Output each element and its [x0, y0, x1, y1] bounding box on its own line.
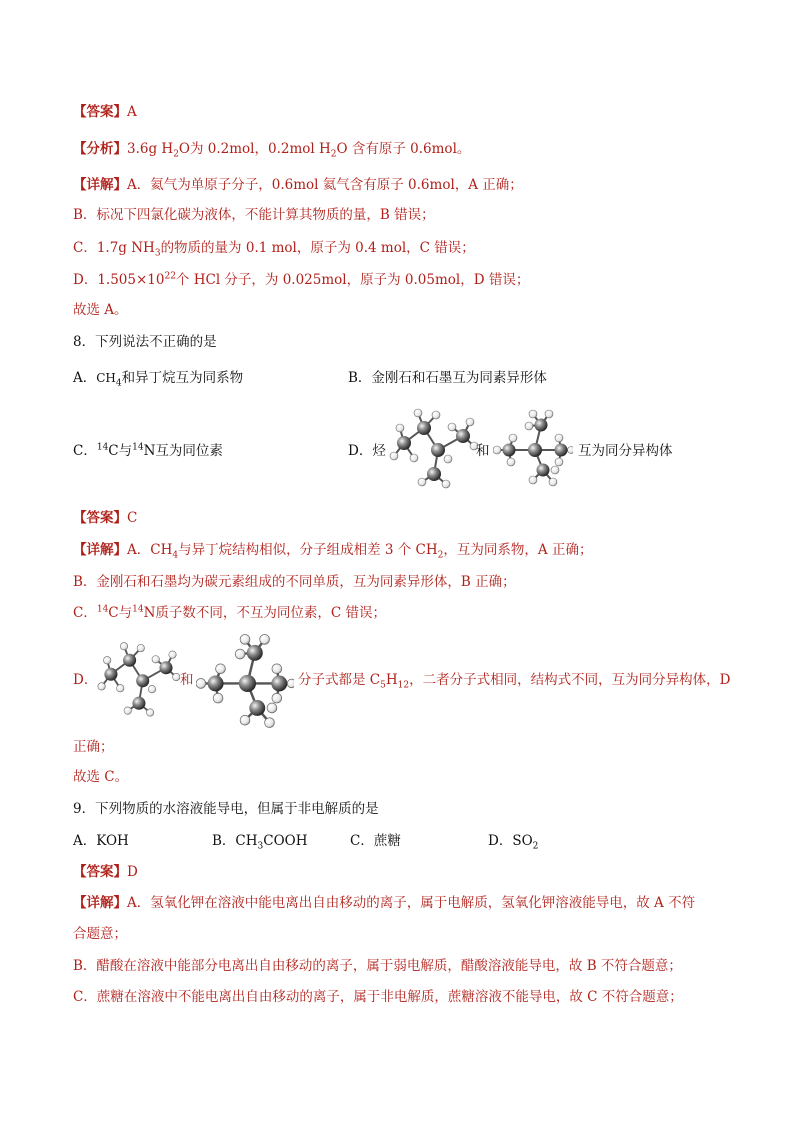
q9-option-c: C．蔗糖 — [350, 833, 401, 849]
molecule-pentane-detail — [96, 636, 180, 720]
q9-detail-a-cont: 合题意； — [73, 926, 127, 942]
q7-conclusion: 故选 A。 — [73, 302, 128, 318]
q8-option-b: B．金刚石和石墨互为同素异形体 — [348, 370, 547, 386]
q8-detail-b: B．金刚石和石墨均为碳元素组成的不同单质，互为同素异形体，B 正确； — [73, 574, 516, 590]
q7-answer-line: 【答案】A — [73, 104, 137, 120]
q8-option-d-suffix: 互为同分异构体 — [578, 443, 673, 459]
q8-detail-d-text: 分子式都是 $C_5H_{12}$，二者分子式相同，结构式不同，互为同分异构体，D — [298, 672, 731, 691]
q7-detail-d: D．$1.505\times 10^{22}$个 HCl 分子，为 0.025mol，原子为 0.05mol，D 错误； — [73, 271, 530, 288]
molecule-neopentane-detail — [196, 632, 294, 730]
q9-answer-line: 【答案】D — [73, 864, 138, 880]
molecule-neopentane-option-d — [493, 408, 573, 488]
q9-option-a: A．KOH — [73, 833, 129, 849]
q8-option-a: A．$CH_4$和异丁烷互为同系物 — [73, 370, 244, 389]
q8-detail-a: 【详解】A．$CH_4$与异丁烷结构相似，分子组成相差 3 个 $CH_2$，互为同系物，A 正确； — [73, 542, 593, 561]
q8-option-c: C．$^{14}$C与$^{14}$N互为同位素 — [73, 442, 223, 459]
q8-answer-line: 【答案】C — [73, 510, 138, 526]
q8-conclusion: 故选 C。 — [73, 769, 129, 785]
q7-detail-a: 【详解】A．氦气为单原子分子，0.6mol 氦气含有原子 0.6mol，A 正确； — [73, 177, 523, 193]
q9-detail-b: B．醋酸在溶液中能部分电离出自由移动的离子，属于弱电解质，醋酸溶液能导电，故 B 不符合题意； — [73, 958, 682, 974]
q8-detail-d-and: 和 — [180, 672, 194, 688]
q7-detail-c: C．1.7g $NH_3$的物质的量为 0.1 mol，原子为 0.4 mol，C 错误； — [73, 240, 475, 259]
q8-detail-c: C．$^{14}$C与$^{14}$N质子数不同，不互为同位素，C 错误； — [73, 604, 387, 621]
q8-option-d-and: 和 — [476, 443, 490, 459]
molecule-pentane-option-d — [388, 402, 478, 492]
q9-detail-c: C．蔗糖在溶液中不能电离出自由移动的离子，属于非电解质，蔗糖溶液不能导电，故 C 不符合题意； — [73, 989, 683, 1005]
q8-stem: 8．下列说法不正确的是 — [73, 334, 217, 350]
q8-detail-d-label: D． — [73, 672, 98, 688]
q7-analysis-line: 【分析】3.6g $H_2O$为 0.2mol，0.2mol $H_2O$ 含有原子 0.6mol。 — [73, 141, 471, 160]
q9-option-d: D．$SO_2$ — [488, 833, 539, 852]
q7-detail-b: B．标况下四氯化碳为液体，不能计算其物质的量，B 错误； — [73, 207, 435, 223]
q9-stem: 9．下列物质的水溶液能导电，但属于非电解质的是 — [73, 801, 379, 817]
q9-detail-a: 【详解】A．氢氧化钾在溶液中能电离出自由移动的离子，属于电解质，氢氧化钾溶液能导电，故 A 不符 — [73, 895, 696, 911]
q8-option-d-label: D．烃 — [348, 443, 386, 459]
q9-option-b: B．$CH_3COOH$ — [212, 833, 308, 852]
q8-detail-d-cont: 正确； — [73, 739, 114, 755]
